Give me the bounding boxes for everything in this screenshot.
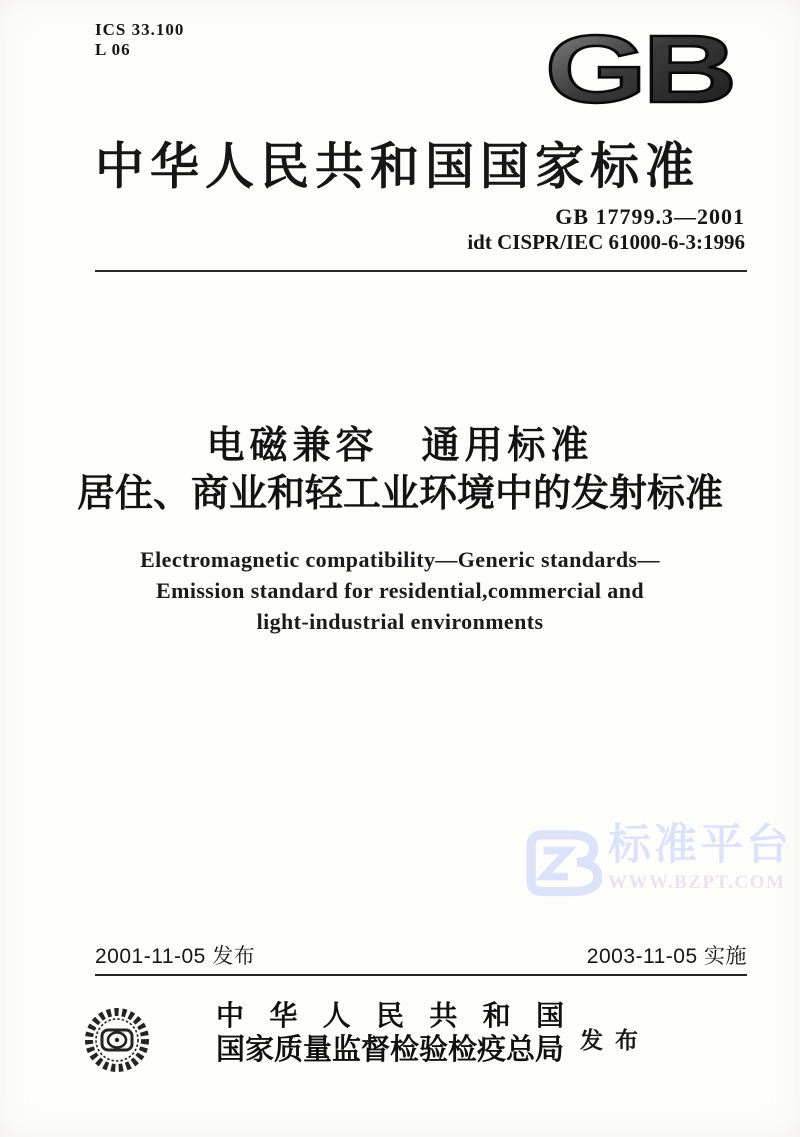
publisher-block — [216, 1000, 564, 1067]
idt-reference: idt CISPR/IEC 61000-6-3:1996 — [467, 230, 745, 254]
publisher-char: 华 — [269, 1001, 298, 1032]
issue-date: 2001-11-05 发布 — [95, 945, 256, 968]
bzpt-logo-icon — [522, 820, 602, 908]
chinese-title-block — [0, 423, 800, 519]
national-standard-title: 中华人民共和国国家标准 — [95, 138, 701, 195]
publisher-line1 — [216, 1000, 564, 1033]
implement-date: 2003-11-05 实施 — [586, 945, 747, 968]
publisher-char: 共 — [429, 1001, 458, 1032]
english-title-line1: Electromagnetic compatibility—Generic standards— — [140, 547, 660, 572]
chinese-title-line2: 居住、商业和轻工业环境中的发射标准 — [76, 473, 723, 515]
english-title-line2: Emission standard for residential,commercial and — [156, 578, 644, 603]
class-code: L 06 — [95, 40, 131, 59]
gb-logo-icon — [540, 26, 738, 114]
publisher-seal-icon — [84, 1007, 150, 1073]
watermark-text — [608, 820, 792, 894]
watermark-name: 标准平台 — [608, 821, 792, 869]
english-title-line3: light-industrial environments — [256, 609, 544, 634]
watermark-site: WWW.BZPT.COM — [608, 872, 786, 893]
standard-number: GB 17799.3—2001 — [555, 204, 745, 229]
footer-rule — [95, 974, 747, 976]
chinese-title-line1: 电磁兼容 通用标准 — [206, 425, 594, 467]
watermark — [522, 820, 792, 908]
publisher-char: 民 — [375, 1001, 404, 1032]
ics-block — [95, 20, 184, 60]
publisher-char: 国 — [535, 1001, 564, 1032]
publisher-char: 中 — [216, 1001, 245, 1032]
svg-text:GB: GB — [545, 26, 733, 114]
publisher-char: 和 — [482, 1001, 511, 1032]
publisher-char: 人 — [322, 1001, 351, 1032]
ics-code: ICS 33.100 — [95, 20, 185, 39]
dates-row — [95, 940, 747, 970]
publisher-line2: 国家质量监督检验检疫总局 — [216, 1034, 565, 1066]
standard-number-block — [467, 204, 745, 255]
publish-label: 发布 — [580, 1028, 650, 1053]
header-rule — [95, 270, 747, 272]
english-title-block — [0, 544, 800, 637]
